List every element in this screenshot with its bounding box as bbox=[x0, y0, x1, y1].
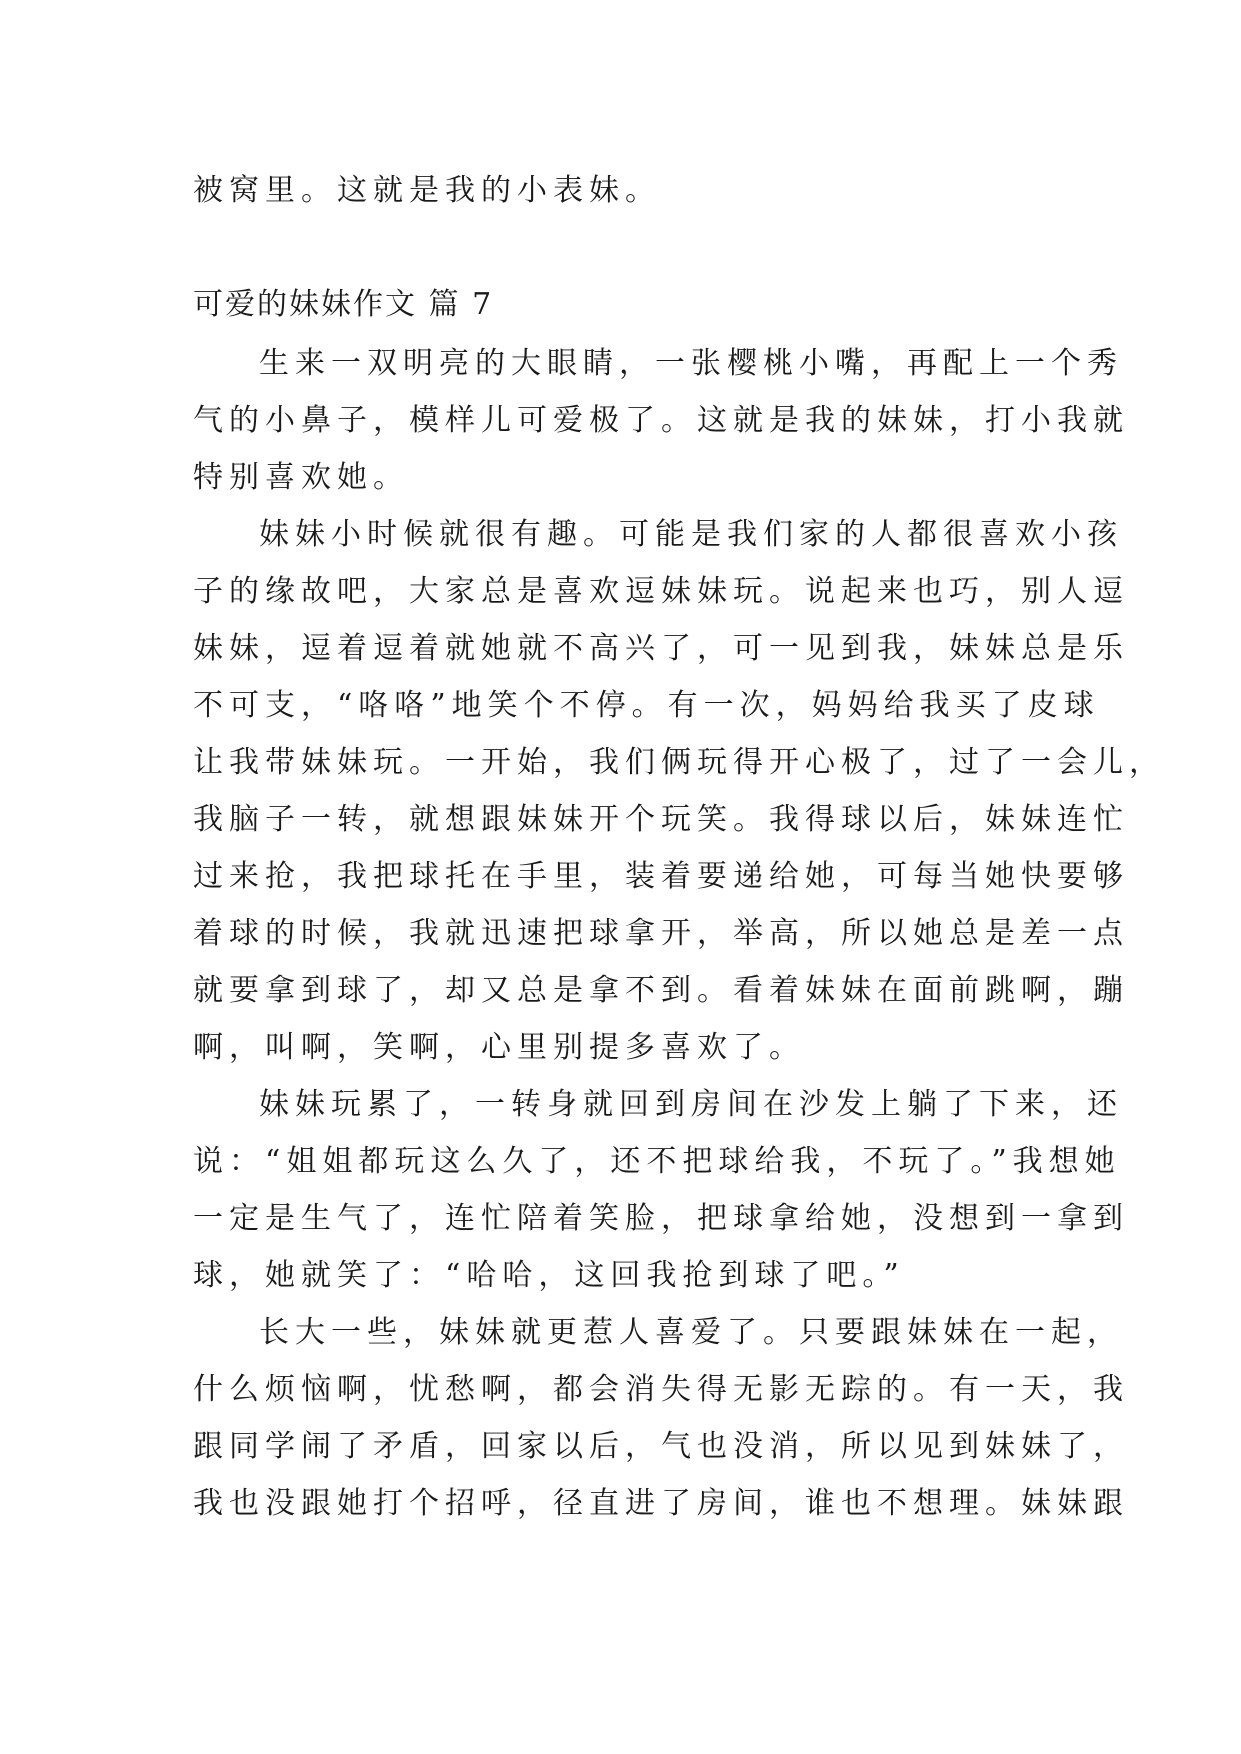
paragraph-line: 过来抢，我把球托在手里，装着要递给她，可每当她快要够 bbox=[193, 859, 1129, 894]
paragraph-line: 跟同学闹了矛盾，回家以后，气也没消，所以见到妹妹了， bbox=[193, 1429, 1129, 1464]
paragraph-line: 啊，叫啊，笑啊，心里别提多喜欢了。 bbox=[193, 1030, 805, 1065]
paragraph-line: 球，她就笑了：“哈哈，这回我抢到球了吧。” bbox=[193, 1258, 905, 1293]
paragraph-line: 特别喜欢她。 bbox=[193, 460, 409, 495]
paragraph-line: 生来一双明亮的大眼睛，一张樱桃小嘴，再配上一个秀 bbox=[259, 346, 1123, 381]
paragraph-line: 让我带妹妹玩。一开始，我们俩玩得开心极了，过了一会儿， bbox=[193, 745, 1165, 780]
paragraph-line: 妹妹，逗着逗着就她就不高兴了，可一见到我，妹妹总是乐 bbox=[193, 631, 1129, 666]
paragraph-line: 子的缘故吧，大家总是喜欢逗妹妹玩。说起来也巧，别人逗 bbox=[193, 574, 1129, 609]
paragraph-line: 不可支，“咯咯”地笑个不停。有一次，妈妈给我买了皮球 bbox=[193, 688, 1100, 723]
paragraph-line: 妹妹玩累了，一转身就回到房间在沙发上躺了下来，还 bbox=[259, 1087, 1123, 1122]
paragraph-1 bbox=[193, 335, 1129, 506]
paragraph-line: 我脑子一转，就想跟妹妹开个玩笑。我得球以后，妹妹连忙 bbox=[193, 802, 1129, 837]
paragraph-3 bbox=[193, 1076, 1129, 1304]
paragraph-4 bbox=[193, 1304, 1129, 1532]
paragraph-line: 我也没跟她打个招呼，径直进了房间，谁也不想理。妹妹跟 bbox=[193, 1486, 1129, 1521]
paragraph-line: 说：“姐姐都玩这么久了，还不把球给我，不玩了。”我想她 bbox=[193, 1144, 1121, 1179]
paragraph-line: 妹妹小时候就很有趣。可能是我们家的人都很喜欢小孩 bbox=[259, 517, 1123, 552]
intro-line: 被窝里。这就是我的小表妹。 bbox=[193, 173, 661, 208]
document-body bbox=[193, 162, 1165, 1532]
paragraph-line: 长大一些，妹妹就更惹人喜爱了。只要跟妹妹在一起， bbox=[259, 1315, 1123, 1350]
paragraph-line: 什么烦恼啊，忧愁啊，都会消失得无影无踪的。有一天，我 bbox=[193, 1372, 1129, 1407]
paragraph-2 bbox=[193, 506, 1165, 1076]
paragraph-line: 一定是生气了，连忙陪着笑脸，把球拿给她，没想到一拿到 bbox=[193, 1201, 1129, 1236]
paragraph-line: 着球的时候，我就迅速把球拿开，举高，所以她总是差一点 bbox=[193, 916, 1129, 951]
paragraph-line: 气的小鼻子，模样儿可爱极了。这就是我的妹妹，打小我就 bbox=[193, 403, 1129, 438]
section-title: 可爱的妹妹作文 篇 7 bbox=[193, 287, 494, 322]
paragraph-line: 就要拿到球了，却又总是拿不到。看着妹妹在面前跳啊，蹦 bbox=[193, 973, 1129, 1008]
